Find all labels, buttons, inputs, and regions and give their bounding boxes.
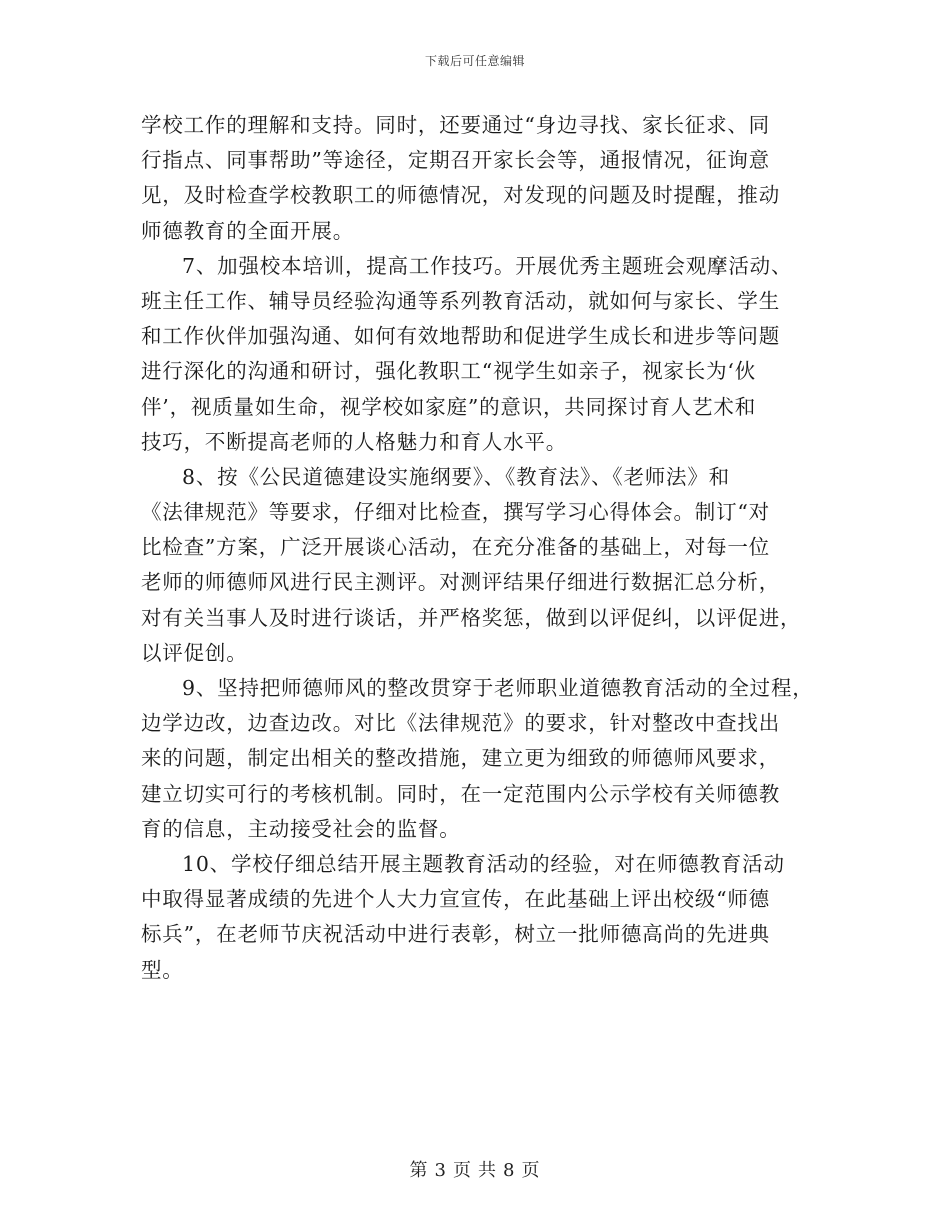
- text-line: 师德教育的全面开展。: [141, 218, 354, 243]
- text-line: 8、按《公民道德建设实施纲要》、《教育法》、《老师法》和: [182, 464, 730, 489]
- text-line: 伴’，视质量如生命，视学校如家庭”的意识，共同探讨育人艺术和: [141, 394, 756, 419]
- text-line: 行指点、同事帮助”等途径，定期召开家长会等，通报情况，征询意: [141, 148, 770, 173]
- text-line: 来的问题，制定出相关的整改措施，建立更为细致的师德师风要求，: [141, 746, 780, 771]
- footer-total-unit: 页: [521, 1160, 541, 1181]
- text-line: 中取得显著成绩的先进个人大力宣宣传，在此基础上评出校级“师德: [141, 887, 770, 912]
- page-footer: [0, 1156, 950, 1182]
- text-line: 边学边改，边查边改。对比《法律规范》的要求，针对整改中查找出: [141, 711, 780, 736]
- footer-page-number: 3: [434, 1160, 447, 1181]
- text-line: 育的信息，主动接受社会的监督。: [141, 816, 461, 841]
- text-line: 学校工作的理解和支持。同时，还要通过“身边寻找、家长征求、同: [141, 113, 770, 137]
- text-line: 班主任工作、辅导员经验沟通等系列教育活动，就如何与家长、学生: [141, 288, 780, 313]
- text-line: 比检查”方案，广泛开展谈心活动，在充分准备的基础上，对每一位: [141, 535, 770, 560]
- text-line: 对有关当事人及时进行谈话，并严格奖惩，做到以评促纠，以评促进，: [141, 605, 802, 630]
- text-line: 进行深化的沟通和研讨，强化教职工“视学生如亲子，视家长为‘伙: [141, 359, 756, 384]
- text-line: 建立切实可行的考核机制。同时，在一定范围内公示学校有关师德教: [141, 781, 780, 806]
- text-line: 技巧，不断提高老师的人格魅力和育人水平。: [141, 429, 567, 454]
- text-line: 型。: [141, 957, 184, 982]
- footer-total-pages: 8: [503, 1160, 516, 1181]
- page-header: 下载后可任意编辑: [424, 54, 525, 68]
- footer-page-unit: 页: [453, 1160, 472, 1181]
- text-line: 10、学校仔细总结开展主题教育活动的经验，对在师德教育活动: [182, 851, 785, 876]
- text-line: 老师的师德师风进行民主测评。对测评结果仔细进行数据汇总分析，: [141, 570, 780, 595]
- footer-total-word: 共: [478, 1160, 497, 1181]
- text-line: 7、加强校本培训，提高工作技巧。开展优秀主题班会观摩活动、: [182, 253, 793, 278]
- text-line: 《法律规范》等要求，仔细对比检查，撰写学习心得体会。制订“对: [141, 500, 770, 525]
- text-line: 和工作伙伴加强沟通、如何有效地帮助和促进学生成长和进步等问题: [141, 324, 780, 349]
- text-line: 见，及时检查学校教职工的师德情况，对发现的问题及时提醒，推动: [141, 183, 780, 208]
- text-line: 标兵”，在老师节庆祝活动中进行表彰，树立一批师德高尚的先进典: [141, 922, 770, 947]
- text-line: 9、坚持把师德师风的整改贯穿于老师职业道德教育活动的全过程，: [182, 676, 814, 700]
- document-body: [141, 108, 821, 988]
- text-line: 以评促创。: [141, 640, 248, 665]
- footer-prefix: 第: [409, 1160, 429, 1181]
